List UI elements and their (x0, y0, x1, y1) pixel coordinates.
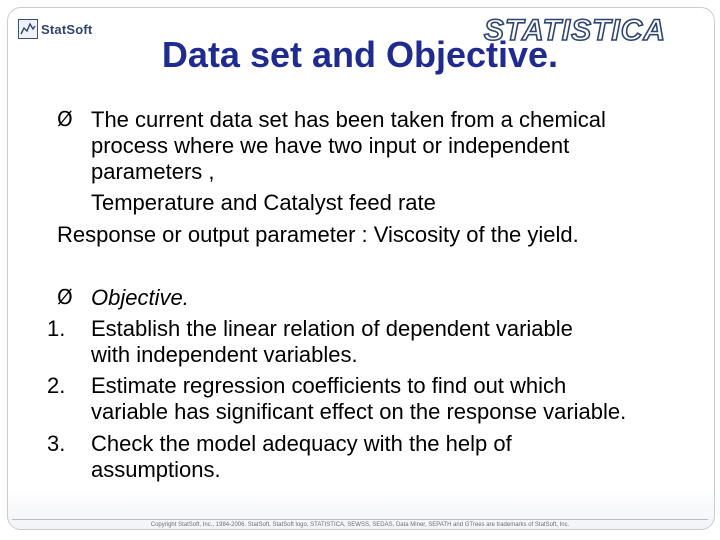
item-number-1: 1. (47, 316, 66, 341)
intro-line-3: parameters , (91, 159, 215, 184)
item-3-line-2: assumptions. (91, 457, 221, 482)
intro-line-1: The current data set has been taken from a chemical (91, 107, 606, 132)
item-number-3: 3. (47, 431, 66, 456)
copyright-footer: Copyright StatSoft, Inc., 1984-2006. StatSoft, StatSoft logo, STATISTICA, SEWSS, SEDAS, Data Miner, SEPATH and GTrees are trademarks of StatSoft, Inc. (150, 522, 570, 528)
footer-divider (12, 519, 708, 520)
item-1-line-1: Establish the linear relation of dependent variable (91, 316, 573, 341)
objective-heading: Objective. (91, 285, 189, 310)
intro-line-2: process where we have two input or independent (91, 133, 570, 158)
slide-title: Data set and Objective. (161, 34, 559, 75)
statsoft-logo-text: StatSoft (41, 21, 93, 37)
item-number-2: 2. (47, 373, 66, 398)
arrow-bullet-icon: Ø (57, 107, 73, 131)
item-2-line-2: variable has significant effect on the response variable. (91, 399, 627, 424)
item-2-line-1: Estimate regression coefficients to find out which (91, 373, 567, 398)
intro-line-4: Temperature and Catalyst feed rate (91, 190, 436, 215)
item-1-line-2: with independent variables. (91, 342, 358, 367)
item-3-line-1: Check the model adequacy with the help of (91, 431, 512, 456)
response-line: Response or output parameter : Viscosity of the yield. (57, 222, 579, 247)
statistica-logo-text: STATISTICA (483, 14, 667, 46)
arrow-bullet-icon: Ø (57, 285, 73, 309)
